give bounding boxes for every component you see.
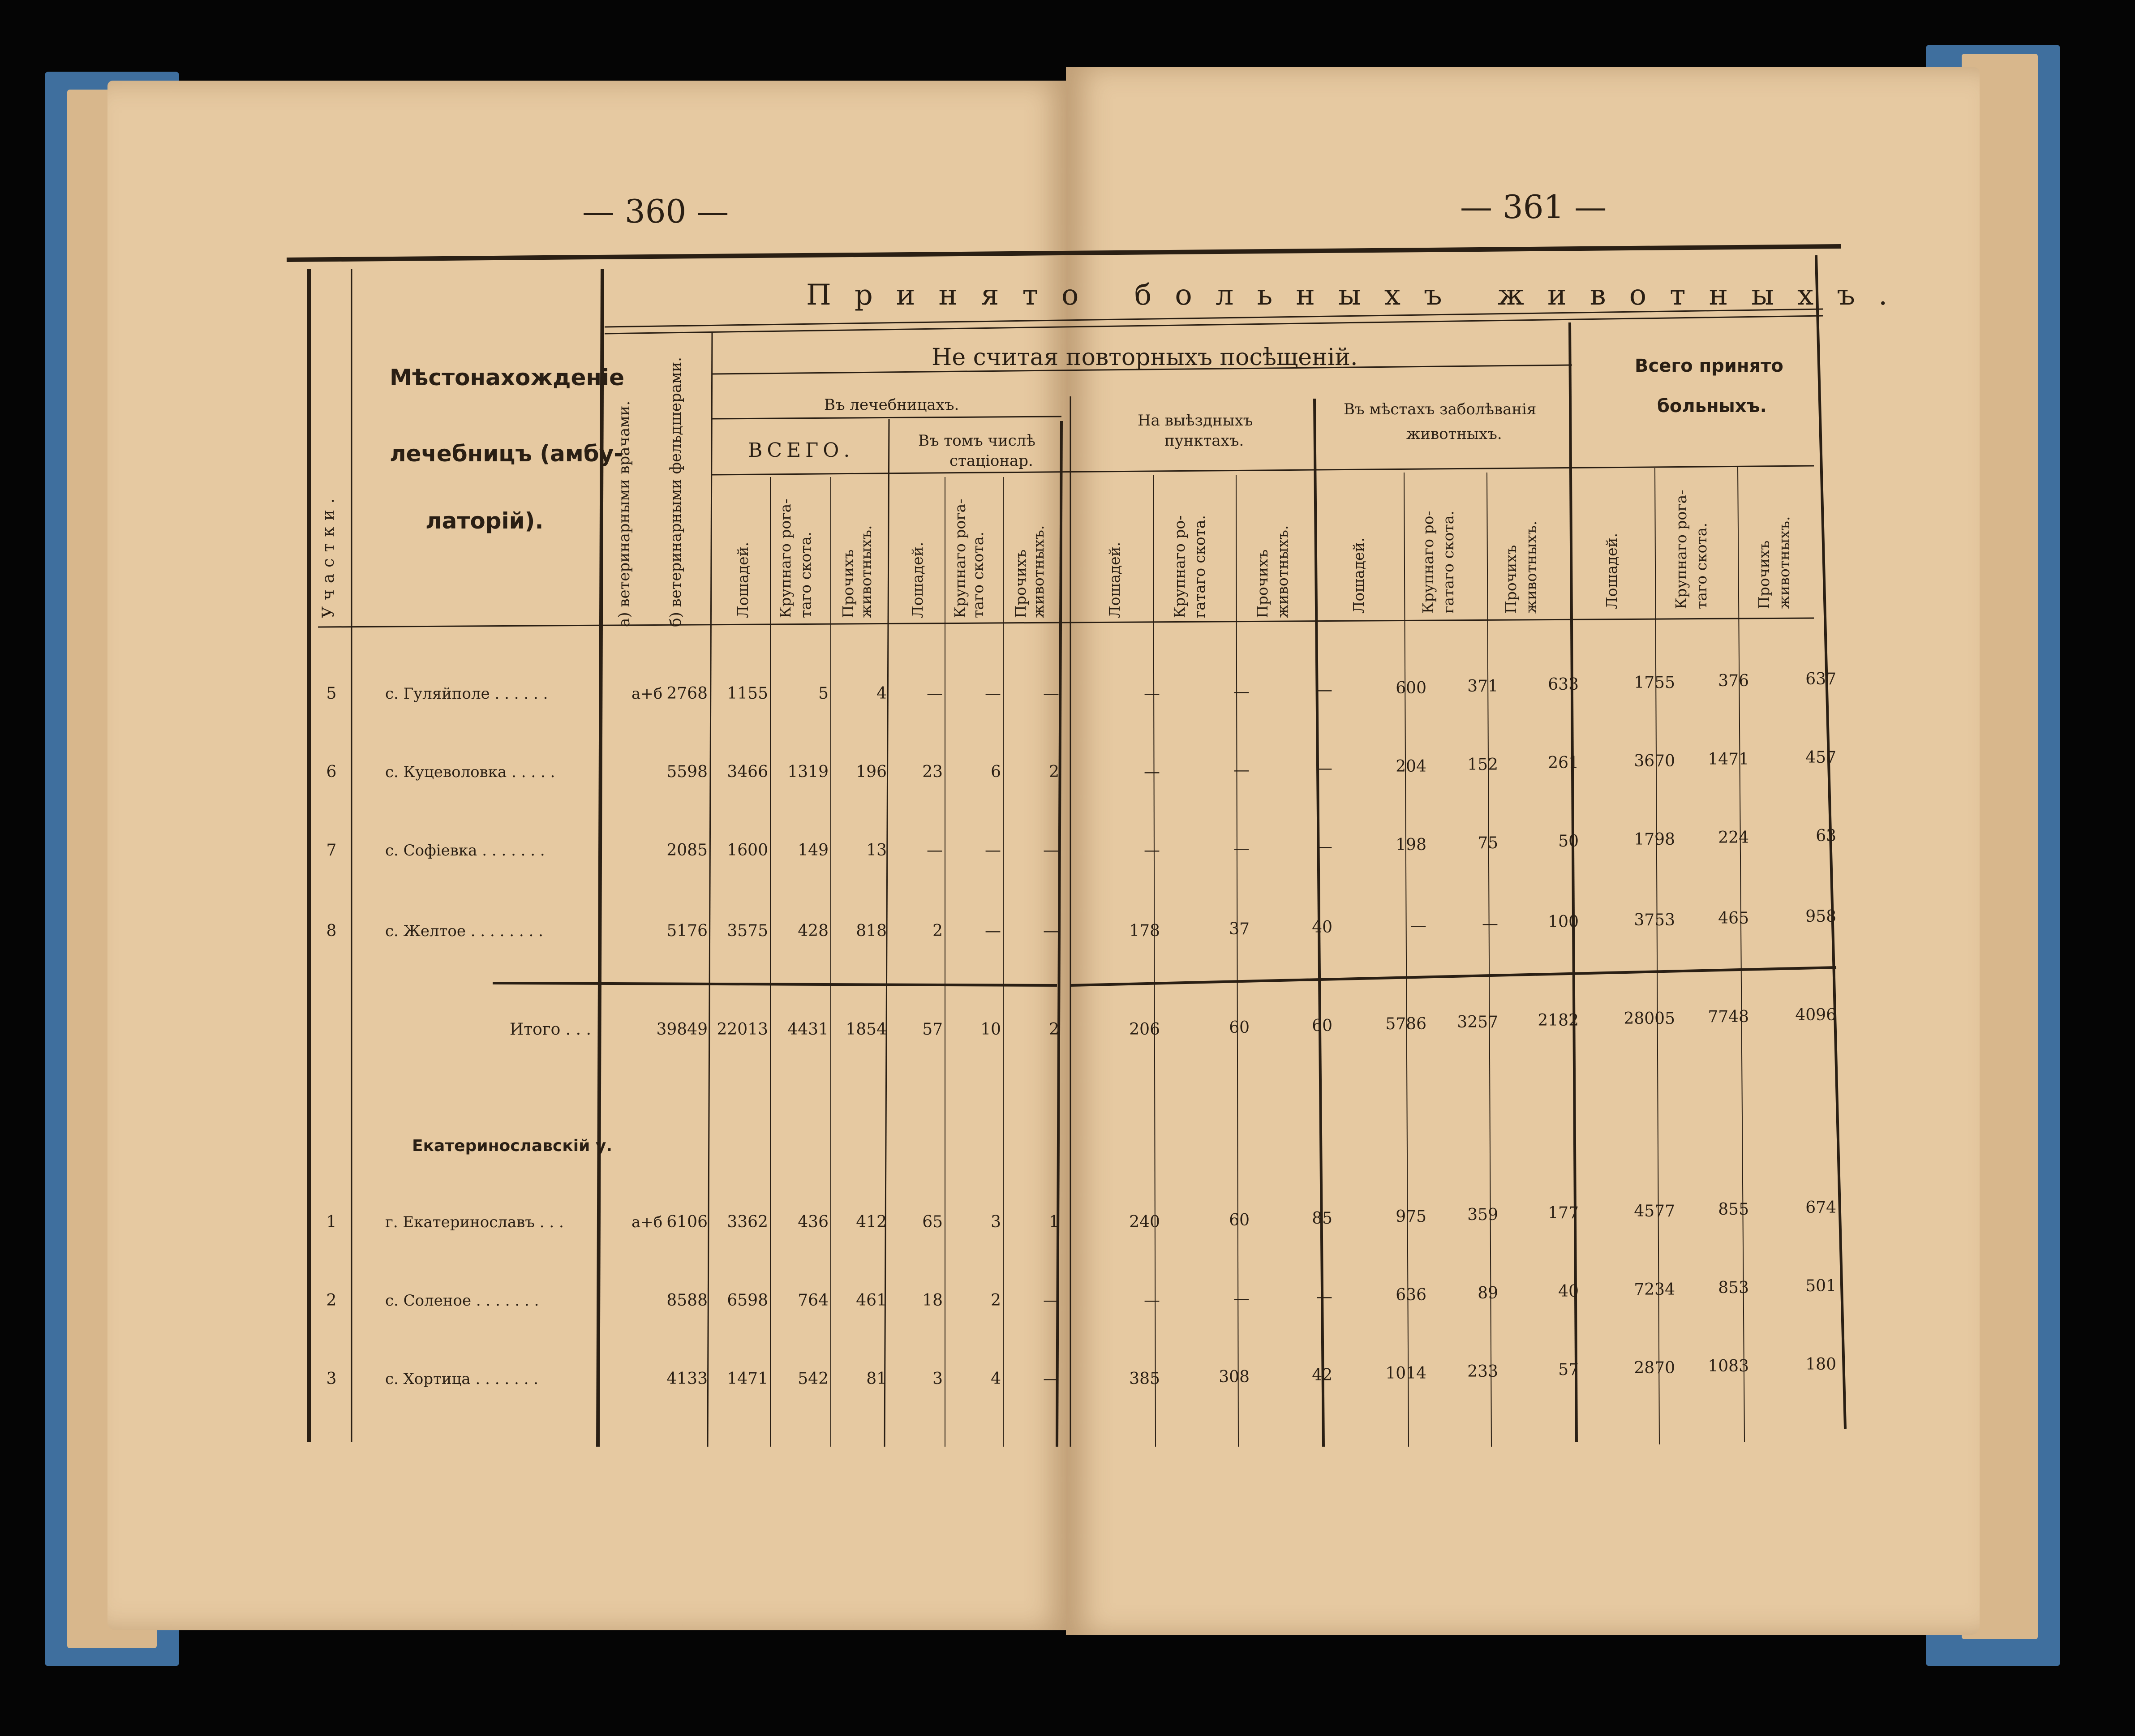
header-stationary-1: Въ томъ числѣ [918, 432, 1035, 450]
cell-f_o: 40 [1312, 918, 1332, 937]
cell-t_h: 3753 [1634, 911, 1675, 929]
total-s_h: 57 [922, 1020, 943, 1039]
header-vet-assistants: б) ветеринарными фельдшерами. [667, 357, 685, 627]
cell-c_o: 461 [856, 1291, 887, 1310]
cell-t_o: 958 [1805, 907, 1836, 926]
cell-c_c: 149 [798, 841, 829, 859]
total-s_c: 10 [980, 1020, 1001, 1039]
cell-f_h: 240 [1129, 1213, 1160, 1231]
cell-f_h: — [1144, 1291, 1160, 1310]
subheaders [734, 490, 1793, 619]
cell-vet_total: 8588 [666, 1291, 708, 1310]
cell-f_o: — [1316, 681, 1332, 699]
cell-s_h: 3 [932, 1370, 943, 1388]
cell-s_c: 2 [991, 1291, 1001, 1310]
row-number: 7 [326, 841, 337, 859]
cell-t_h: 1755 [1634, 674, 1675, 692]
sub-cattle-1a: Крупнаго рога- [777, 498, 794, 618]
cell-d_c: 233 [1467, 1362, 1498, 1381]
cell-d_h: — [1410, 916, 1426, 935]
cell-c_c: 542 [798, 1370, 829, 1388]
cell-d_h: 198 [1396, 836, 1426, 854]
header-in-clinics: Въ лечебницахъ. [824, 396, 959, 414]
header-disease-places-2: животныхъ. [1406, 425, 1502, 443]
cell-t_c: 855 [1718, 1200, 1749, 1219]
total-t_c: 7748 [1708, 1008, 1749, 1026]
total-c_h: 22013 [717, 1020, 768, 1039]
row-number: 8 [326, 922, 337, 940]
cell-c_c: 428 [798, 922, 829, 940]
cell-s_c: — [985, 841, 1001, 859]
sub-horses-3: Лошадей. [1106, 541, 1123, 618]
cell-c_h: 1155 [727, 684, 768, 703]
sub-other-2a: Прочихъ [1012, 549, 1029, 618]
cell-d_h: 204 [1396, 757, 1426, 776]
sub-other-1a: Прочихъ [839, 549, 857, 618]
header-stationary-2: стаціонар. [949, 452, 1033, 470]
row-place: с. Соленое . . . . . . . [385, 1292, 539, 1310]
total-c_c: 4431 [787, 1020, 829, 1039]
cell-t_o: 180 [1805, 1355, 1836, 1374]
cell-f_c: — [1233, 1289, 1250, 1308]
cell-t_o: 501 [1805, 1277, 1836, 1295]
header-all-received-2: больныхъ. [1657, 396, 1767, 417]
header-field-points-1: На выѣздныхъ [1138, 412, 1253, 430]
cell-s_o: — [1043, 684, 1059, 703]
row-place: с. Куцеволовка . . . . . [385, 763, 555, 781]
cell-d_o: 100 [1548, 913, 1579, 931]
table-title: Принято больныхъ животныхъ. [806, 279, 1911, 312]
sub-cattle-5b: таго скота. [1693, 523, 1710, 609]
cell-t_h: 2870 [1634, 1359, 1675, 1377]
header-location-line-3: латорій). [425, 508, 544, 534]
cell-d_c: 359 [1467, 1206, 1498, 1224]
cell-d_c: 75 [1478, 834, 1498, 852]
sub-other-2b: животныхъ. [1030, 525, 1047, 618]
header-all-received-1: Всего принято [1635, 356, 1783, 376]
header-total-caps: ВСЕГО. [748, 439, 855, 462]
cell-d_o: 57 [1558, 1361, 1579, 1379]
cell-t_c: 853 [1718, 1279, 1749, 1297]
cell-d_o: 50 [1558, 832, 1579, 851]
sub-cattle-5a: Крупнаго рога- [1672, 490, 1690, 609]
cell-f_h: — [1144, 763, 1160, 781]
cell-f_h: — [1144, 841, 1160, 859]
cell-s_h: 2 [932, 922, 943, 940]
total-s_o: 2 [1049, 1020, 1059, 1039]
row-place: с. Хортица . . . . . . . [385, 1370, 539, 1388]
cell-s_c: — [985, 922, 1001, 940]
cell-c_h: 3466 [727, 763, 768, 781]
cell-vet_total: 6106 [666, 1213, 708, 1231]
cell-s_o: 2 [1049, 763, 1059, 781]
cell-f_c: 308 [1219, 1368, 1250, 1386]
total-f_h: 206 [1129, 1020, 1160, 1039]
cell-s_c: — [985, 684, 1001, 703]
header-field-points-2: пунктахъ. [1164, 432, 1244, 450]
total-vet_total: 39849 [656, 1020, 708, 1039]
cell-f_o: 85 [1312, 1209, 1332, 1228]
sub-other-5b: животныхъ. [1775, 516, 1793, 609]
cell-s_h: — [927, 841, 943, 859]
cell-s_c: 4 [991, 1370, 1001, 1388]
header-location-line-1: Мѣстонахожденіе [390, 365, 625, 391]
cell-f_c: — [1233, 683, 1250, 701]
cell-c_o: 412 [856, 1213, 887, 1231]
cell-c_c: 764 [798, 1291, 829, 1310]
cell-c_o: 13 [866, 841, 887, 859]
cell-s_h: 23 [922, 763, 943, 781]
cell-f_h: — [1144, 684, 1160, 703]
cell-c_c: 5 [818, 684, 829, 703]
sub-other-4b: животныхъ. [1522, 520, 1540, 614]
total-d_h: 5786 [1385, 1015, 1426, 1033]
sub-cattle-3a: Крупнаго ро- [1171, 515, 1188, 618]
total-f_c: 60 [1229, 1018, 1250, 1037]
total-d_c: 3257 [1457, 1013, 1498, 1031]
total-t_h: 28005 [1624, 1010, 1675, 1028]
sub-other-3a: Прочихъ [1254, 549, 1271, 618]
cell-t_h: 1798 [1634, 830, 1675, 849]
cell-t_c: 1083 [1708, 1357, 1749, 1375]
row-place: с. Софіевка . . . . . . . [385, 842, 545, 859]
header-disease-places-1: Въ мѣстахъ заболѣванія [1344, 400, 1537, 418]
sub-other-1b: животныхъ. [857, 525, 875, 618]
cell-t_h: 4577 [1634, 1202, 1675, 1220]
cell-c_h: 6598 [727, 1291, 768, 1310]
row-number: 5 [326, 684, 337, 703]
cell-c_c: 1319 [787, 763, 829, 781]
cell-f_o: — [1316, 838, 1332, 856]
cell-f_o: — [1316, 1288, 1332, 1306]
row-place: с. Гуляйполе . . . . . . [385, 685, 548, 703]
sub-cattle-3b: гатаго скота. [1191, 515, 1208, 618]
cell-s_o: 1 [1049, 1213, 1059, 1231]
sub-cattle-2a: Крупнаго рога- [951, 498, 969, 618]
page-number-left: — 360 — [582, 193, 729, 230]
cell-d_o: 177 [1548, 1204, 1579, 1222]
row-number: 2 [326, 1291, 337, 1310]
cell-s_h: — [927, 684, 943, 703]
cell-d_o: 633 [1548, 675, 1579, 694]
cell-c_o: 4 [876, 684, 887, 703]
cell-d_o: 40 [1558, 1282, 1579, 1301]
cell-c_o: 196 [856, 763, 887, 781]
row-vet-type: а+б [631, 1213, 663, 1231]
header-vet-doctors: а) ветеринарными врачами. [615, 400, 633, 627]
cell-s_o: — [1043, 922, 1059, 940]
cell-f_o: 42 [1312, 1366, 1332, 1384]
cell-c_c: 436 [798, 1213, 829, 1231]
sub-horses-1: Лошадей. [734, 541, 752, 618]
cell-s_c: 6 [991, 763, 1001, 781]
row-place: с. Желтое . . . . . . . . [385, 922, 543, 940]
row-vet-type: а+б [631, 685, 663, 703]
cell-vet_total: 4133 [666, 1370, 708, 1388]
cell-c_h: 1600 [727, 841, 768, 859]
header-location-line-2: лечебницъ (амбу- [390, 441, 623, 467]
sub-cattle-4b: гатаго скота. [1439, 511, 1457, 614]
cell-c_o: 818 [856, 922, 887, 940]
cell-c_h: 1471 [727, 1370, 768, 1388]
cell-f_c: — [1233, 839, 1250, 858]
row-place: г. Екатеринославъ . . . [385, 1213, 564, 1231]
total-label: Итого . . . [509, 1020, 591, 1039]
cell-d_h: 975 [1396, 1207, 1426, 1226]
cell-f_c: 37 [1229, 920, 1250, 938]
cell-t_c: 376 [1718, 672, 1749, 690]
row-number: 1 [326, 1213, 337, 1231]
sub-horses-5: Лошадей. [1603, 533, 1620, 609]
cell-d_h: 1014 [1385, 1364, 1426, 1383]
sub-cattle-1b: таго скота. [797, 532, 814, 618]
cell-f_c: 60 [1229, 1211, 1250, 1229]
row-number: 6 [326, 763, 337, 781]
sub-other-3b: животныхъ. [1274, 525, 1291, 618]
cell-d_c: 152 [1467, 756, 1498, 774]
cell-f_o: — [1316, 759, 1332, 778]
cell-t_o: 674 [1805, 1199, 1836, 1217]
cell-f_c: — [1233, 761, 1250, 779]
cell-t_h: 7234 [1634, 1281, 1675, 1299]
cell-vet_total: 5598 [666, 763, 708, 781]
cell-t_o: 457 [1805, 748, 1836, 767]
cell-s_h: 65 [922, 1213, 943, 1231]
cell-vet_total: 5176 [666, 922, 708, 940]
cell-t_c: 224 [1718, 829, 1749, 847]
cell-t_o: 63 [1816, 827, 1836, 845]
cell-d_c: 371 [1467, 677, 1498, 696]
cell-s_h: 18 [922, 1291, 943, 1310]
sub-horses-2: Лошадей. [909, 541, 926, 618]
cell-t_c: 1471 [1708, 750, 1749, 769]
total-d_o: 2182 [1538, 1011, 1579, 1030]
cell-c_h: 3362 [727, 1213, 768, 1231]
cell-t_h: 3670 [1634, 752, 1675, 770]
cell-t_c: 465 [1718, 909, 1749, 928]
cell-vet_total: 2085 [666, 841, 708, 859]
row-number: 3 [326, 1370, 337, 1388]
cell-d_o: 261 [1548, 754, 1579, 772]
total-f_o: 60 [1312, 1017, 1332, 1035]
sub-cattle-2b: таго скота. [969, 532, 987, 618]
sub-horses-4: Лошадей. [1350, 537, 1367, 614]
cell-s_o: — [1043, 841, 1059, 859]
cell-c_h: 3575 [727, 922, 768, 940]
page-number-right: — 361 — [1460, 188, 1607, 226]
cell-d_h: 600 [1396, 679, 1426, 697]
sub-other-5a: Прочихъ [1755, 540, 1773, 609]
table-body [326, 670, 1836, 1388]
sub-cattle-4a: Крупнаго ро- [1419, 511, 1437, 614]
cell-s_o: — [1043, 1291, 1059, 1310]
section-title: Екатеринославскій у. [412, 1137, 612, 1155]
total-t_o: 4096 [1795, 1006, 1836, 1024]
header-district: Участки. [319, 492, 338, 618]
sub-other-4a: Прочихъ [1502, 545, 1520, 614]
cell-d_h: 636 [1396, 1286, 1426, 1304]
cell-d_c: 89 [1478, 1284, 1498, 1302]
cell-s_c: 3 [991, 1213, 1001, 1231]
cell-c_o: 81 [866, 1370, 887, 1388]
total-c_o: 1854 [846, 1020, 887, 1039]
cell-vet_total: 2768 [666, 684, 708, 703]
cell-t_o: 637 [1805, 670, 1836, 688]
header-not-counting: Не считая повторныхъ посѣщеній. [932, 344, 1358, 371]
cell-d_c: — [1482, 915, 1498, 933]
cell-f_h: 385 [1129, 1370, 1160, 1388]
cell-s_o: — [1043, 1370, 1059, 1388]
cell-f_h: 178 [1129, 922, 1160, 940]
